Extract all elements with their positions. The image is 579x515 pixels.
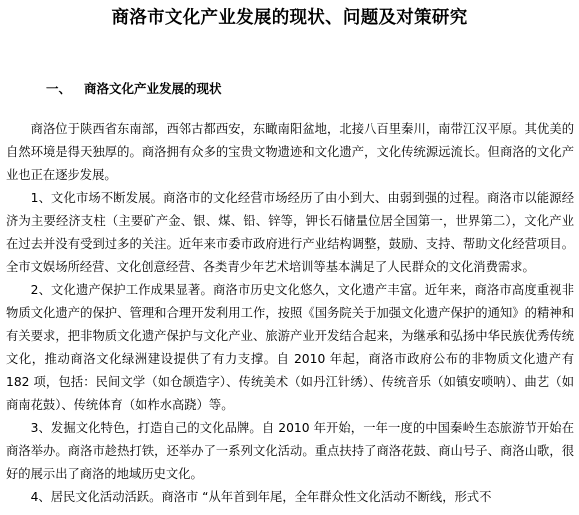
section-number: 一、 xyxy=(46,81,72,96)
body-text xyxy=(6,118,574,509)
section-heading-text: 商洛文化产业发展的现状 xyxy=(84,81,222,96)
paragraph-cultural-brand: 3、发掘文化特色，打造自己的文化品牌。自 2010 年开始，一年一度的中国秦岭生态旅游节开始在商洛举办。商洛市趁热打铁，还举办了一系列文化活动。重点扶持了商洛花鼓、商山号子、商洛山歌，很好的展示出了商洛的地域历史文化。 xyxy=(6,421,574,481)
paragraph-intro: 商洛位于陕西省东南部，西邻古都西安，东瞰南阳盆地，北接八百里秦川，南带江汉平原。其优美的自然环境是得天独厚的。商洛拥有众多的宝贵文物遗迹和文化遗产，文化传统源远流长。但商洛的文化产业也正在逐步发展。 xyxy=(6,122,574,182)
document-title: 商洛市文化产业发展的现状、问题及对策研究 xyxy=(111,8,468,28)
paragraph-resident-activities: 4、居民文化活动活跃。商洛市 “从年首到年尾，全年群众性文化活动不断线，形式不 xyxy=(30,490,492,504)
section-heading xyxy=(46,80,222,98)
paragraph-heritage-protection: 2、文化遗产保护工作成果显著。商洛市历史文化悠久，文化遗产丰富。近年来，商洛市高度重视非物质文化遗产的保护、管理和合理开发利用工作，按照《国务院关于加强文化遗产保护的通知》的精神和有关要求，把非物质文化遗产保护与文化产业、旅游产业开发结合起来，为继承和弘扬中华民族优秀传统文化，推动商洛文化绿洲建设提供了有力支撑。自 2010 年起，商洛市政府公布的非物质文化遗产有 182 项，包括：民间文学（如仓颉造字）、传统美术（如丹江针绣）、传统音乐（如镇安唢呐）、曲艺（如商南花鼓）、传统体育（如柞水高跷）等。 xyxy=(6,283,574,412)
paragraph-cultural-market: 1、文化市场不断发展。商洛市的文化经营市场经历了由小到大、由弱到强的过程。商洛市以能源经济为主要经济支柱（主要矿产金、银、煤、铅、锌等，钾长石储量位居全国第一，世界第二），文化产业在过去并没有受到过多的关注。近年来市委市政府进行产业结构调整，鼓励、支持、帮助文化经营项目。全市文娱场所经营、文化创意经营、各类青少年艺术培训等基本满足了人民群众的文化消费需求。 xyxy=(6,191,574,274)
